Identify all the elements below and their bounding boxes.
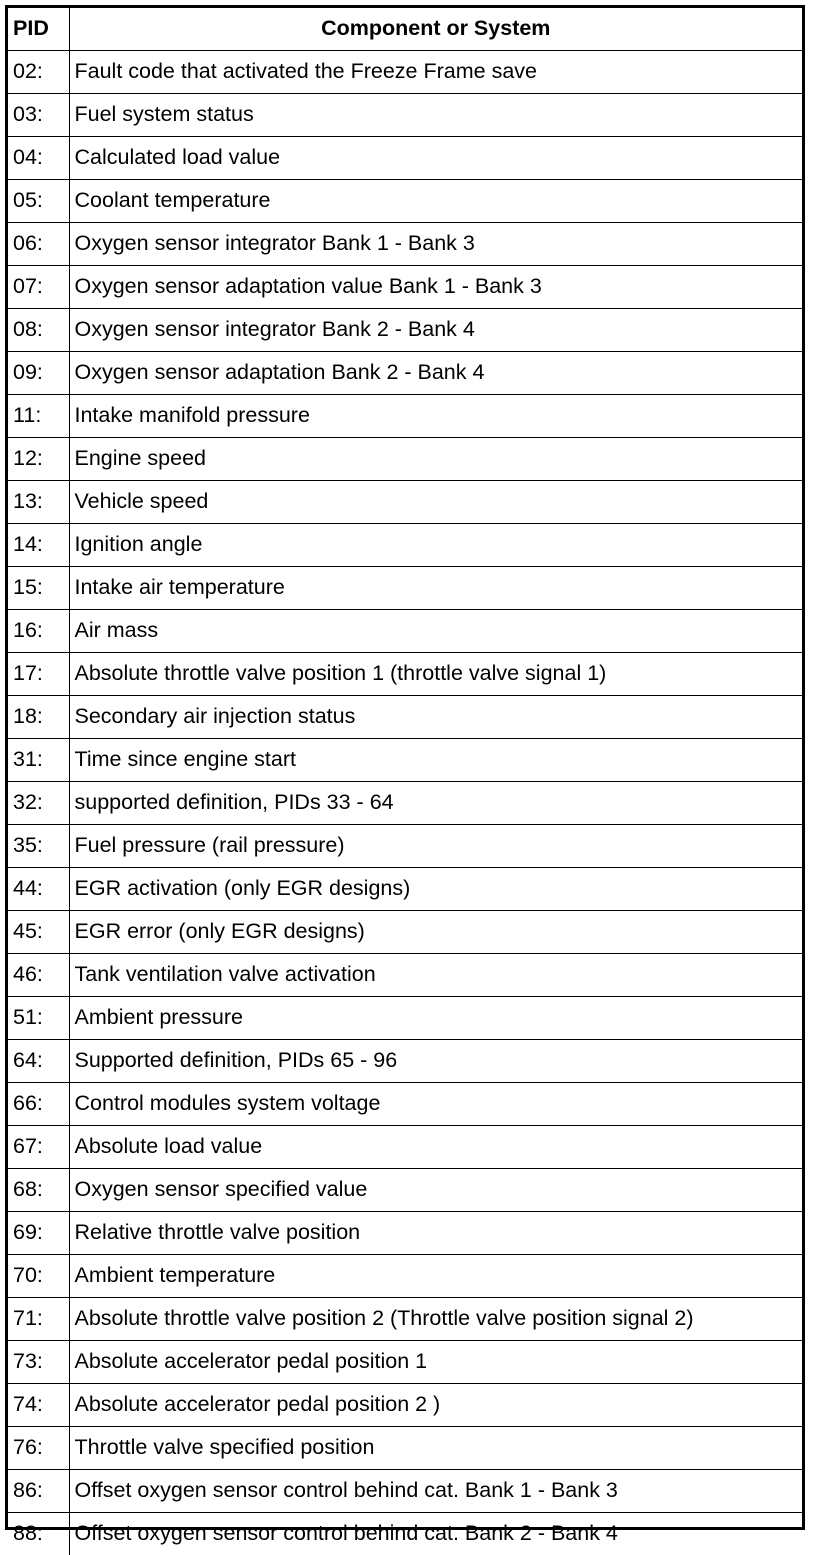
pid-cell: 69: (8, 1212, 69, 1255)
table-body (8, 51, 802, 1555)
component-cell: EGR error (only EGR designs) (69, 911, 802, 954)
pid-cell: 68: (8, 1169, 69, 1212)
table-row (8, 395, 802, 438)
table-row (8, 868, 802, 911)
component-cell: Engine speed (69, 438, 802, 481)
pid-cell: 67: (8, 1126, 69, 1169)
component-cell: Air mass (69, 610, 802, 653)
pid-cell: 64: (8, 1040, 69, 1083)
table-row (8, 309, 802, 352)
pid-cell: 13: (8, 481, 69, 524)
pid-table-container (5, 5, 805, 1530)
pid-cell: 44: (8, 868, 69, 911)
pid-cell: 11: (8, 395, 69, 438)
pid-cell: 74: (8, 1384, 69, 1427)
pid-cell: 17: (8, 653, 69, 696)
component-cell: Vehicle speed (69, 481, 802, 524)
table-row (8, 1341, 802, 1384)
table-row (8, 1040, 802, 1083)
pid-cell: 46: (8, 954, 69, 997)
table-row (8, 1083, 802, 1126)
table-row (8, 137, 802, 180)
table-row (8, 94, 802, 137)
pid-cell: 88: (8, 1513, 69, 1555)
table-row (8, 266, 802, 309)
pid-cell: 71: (8, 1298, 69, 1341)
component-cell: Absolute accelerator pedal position 2 ) (69, 1384, 802, 1427)
pid-cell: 04: (8, 137, 69, 180)
component-cell: Calculated load value (69, 137, 802, 180)
table-row (8, 1513, 802, 1555)
component-cell: Offset oxygen sensor control behind cat. Bank 2 - Bank 4 (69, 1513, 802, 1555)
table-row (8, 610, 802, 653)
header-row (8, 8, 802, 51)
table-row (8, 180, 802, 223)
pid-cell: 70: (8, 1255, 69, 1298)
component-cell: Control modules system voltage (69, 1083, 802, 1126)
component-cell: EGR activation (only EGR designs) (69, 868, 802, 911)
table-row (8, 1298, 802, 1341)
component-cell: Ignition angle (69, 524, 802, 567)
component-cell: Oxygen sensor adaptation value Bank 1 - Bank 3 (69, 266, 802, 309)
pid-cell: 51: (8, 997, 69, 1040)
component-cell: Oxygen sensor integrator Bank 2 - Bank 4 (69, 309, 802, 352)
table-row (8, 223, 802, 266)
pid-cell: 86: (8, 1470, 69, 1513)
component-cell: Oxygen sensor adaptation Bank 2 - Bank 4 (69, 352, 802, 395)
table-row (8, 825, 802, 868)
component-cell: Secondary air injection status (69, 696, 802, 739)
pid-cell: 02: (8, 51, 69, 94)
table-row (8, 438, 802, 481)
component-cell: Ambient pressure (69, 997, 802, 1040)
pid-cell: 35: (8, 825, 69, 868)
component-cell: Relative throttle valve position (69, 1212, 802, 1255)
table-row (8, 1384, 802, 1427)
table-row (8, 1169, 802, 1212)
component-cell: Ambient temperature (69, 1255, 802, 1298)
pid-cell: 15: (8, 567, 69, 610)
table-row (8, 739, 802, 782)
component-cell: Tank ventilation valve activation (69, 954, 802, 997)
pid-cell: 45: (8, 911, 69, 954)
table-row (8, 1126, 802, 1169)
table-row (8, 696, 802, 739)
component-cell: Offset oxygen sensor control behind cat. Bank 1 - Bank 3 (69, 1470, 802, 1513)
component-cell: Fuel system status (69, 94, 802, 137)
pid-cell: 32: (8, 782, 69, 825)
pid-cell: 14: (8, 524, 69, 567)
pid-cell: 08: (8, 309, 69, 352)
table-row (8, 1255, 802, 1298)
component-cell: Intake manifold pressure (69, 395, 802, 438)
table-row (8, 653, 802, 696)
component-cell: Intake air temperature (69, 567, 802, 610)
component-cell: Oxygen sensor integrator Bank 1 - Bank 3 (69, 223, 802, 266)
pid-cell: 73: (8, 1341, 69, 1384)
pid-cell: 07: (8, 266, 69, 309)
pid-cell: 31: (8, 739, 69, 782)
table-row (8, 352, 802, 395)
table-row (8, 524, 802, 567)
table-row (8, 1470, 802, 1513)
table-row (8, 911, 802, 954)
table-row (8, 481, 802, 524)
component-cell: Fault code that activated the Freeze Frame save (69, 51, 802, 94)
component-cell: Fuel pressure (rail pressure) (69, 825, 802, 868)
pid-cell: 76: (8, 1427, 69, 1470)
component-cell: supported definition, PIDs 33 - 64 (69, 782, 802, 825)
pid-table (8, 8, 802, 1555)
header-pid: PID (8, 8, 69, 51)
header-component: Component or System (69, 8, 802, 51)
table-row (8, 782, 802, 825)
table-row (8, 997, 802, 1040)
component-cell: Absolute accelerator pedal position 1 (69, 1341, 802, 1384)
pid-cell: 05: (8, 180, 69, 223)
pid-cell: 12: (8, 438, 69, 481)
component-cell: Coolant temperature (69, 180, 802, 223)
table-header (8, 8, 802, 51)
table-row (8, 567, 802, 610)
pid-cell: 03: (8, 94, 69, 137)
component-cell: Throttle valve specified position (69, 1427, 802, 1470)
component-cell: Oxygen sensor specified value (69, 1169, 802, 1212)
component-cell: Absolute throttle valve position 1 (throttle valve signal 1) (69, 653, 802, 696)
pid-cell: 16: (8, 610, 69, 653)
pid-cell: 66: (8, 1083, 69, 1126)
pid-cell: 18: (8, 696, 69, 739)
table-row (8, 954, 802, 997)
component-cell: Time since engine start (69, 739, 802, 782)
component-cell: Absolute load value (69, 1126, 802, 1169)
table-row (8, 51, 802, 94)
table-row (8, 1212, 802, 1255)
pid-cell: 06: (8, 223, 69, 266)
table-row (8, 1427, 802, 1470)
component-cell: Supported definition, PIDs 65 - 96 (69, 1040, 802, 1083)
component-cell: Absolute throttle valve position 2 (Throttle valve position signal 2) (69, 1298, 802, 1341)
pid-cell: 09: (8, 352, 69, 395)
